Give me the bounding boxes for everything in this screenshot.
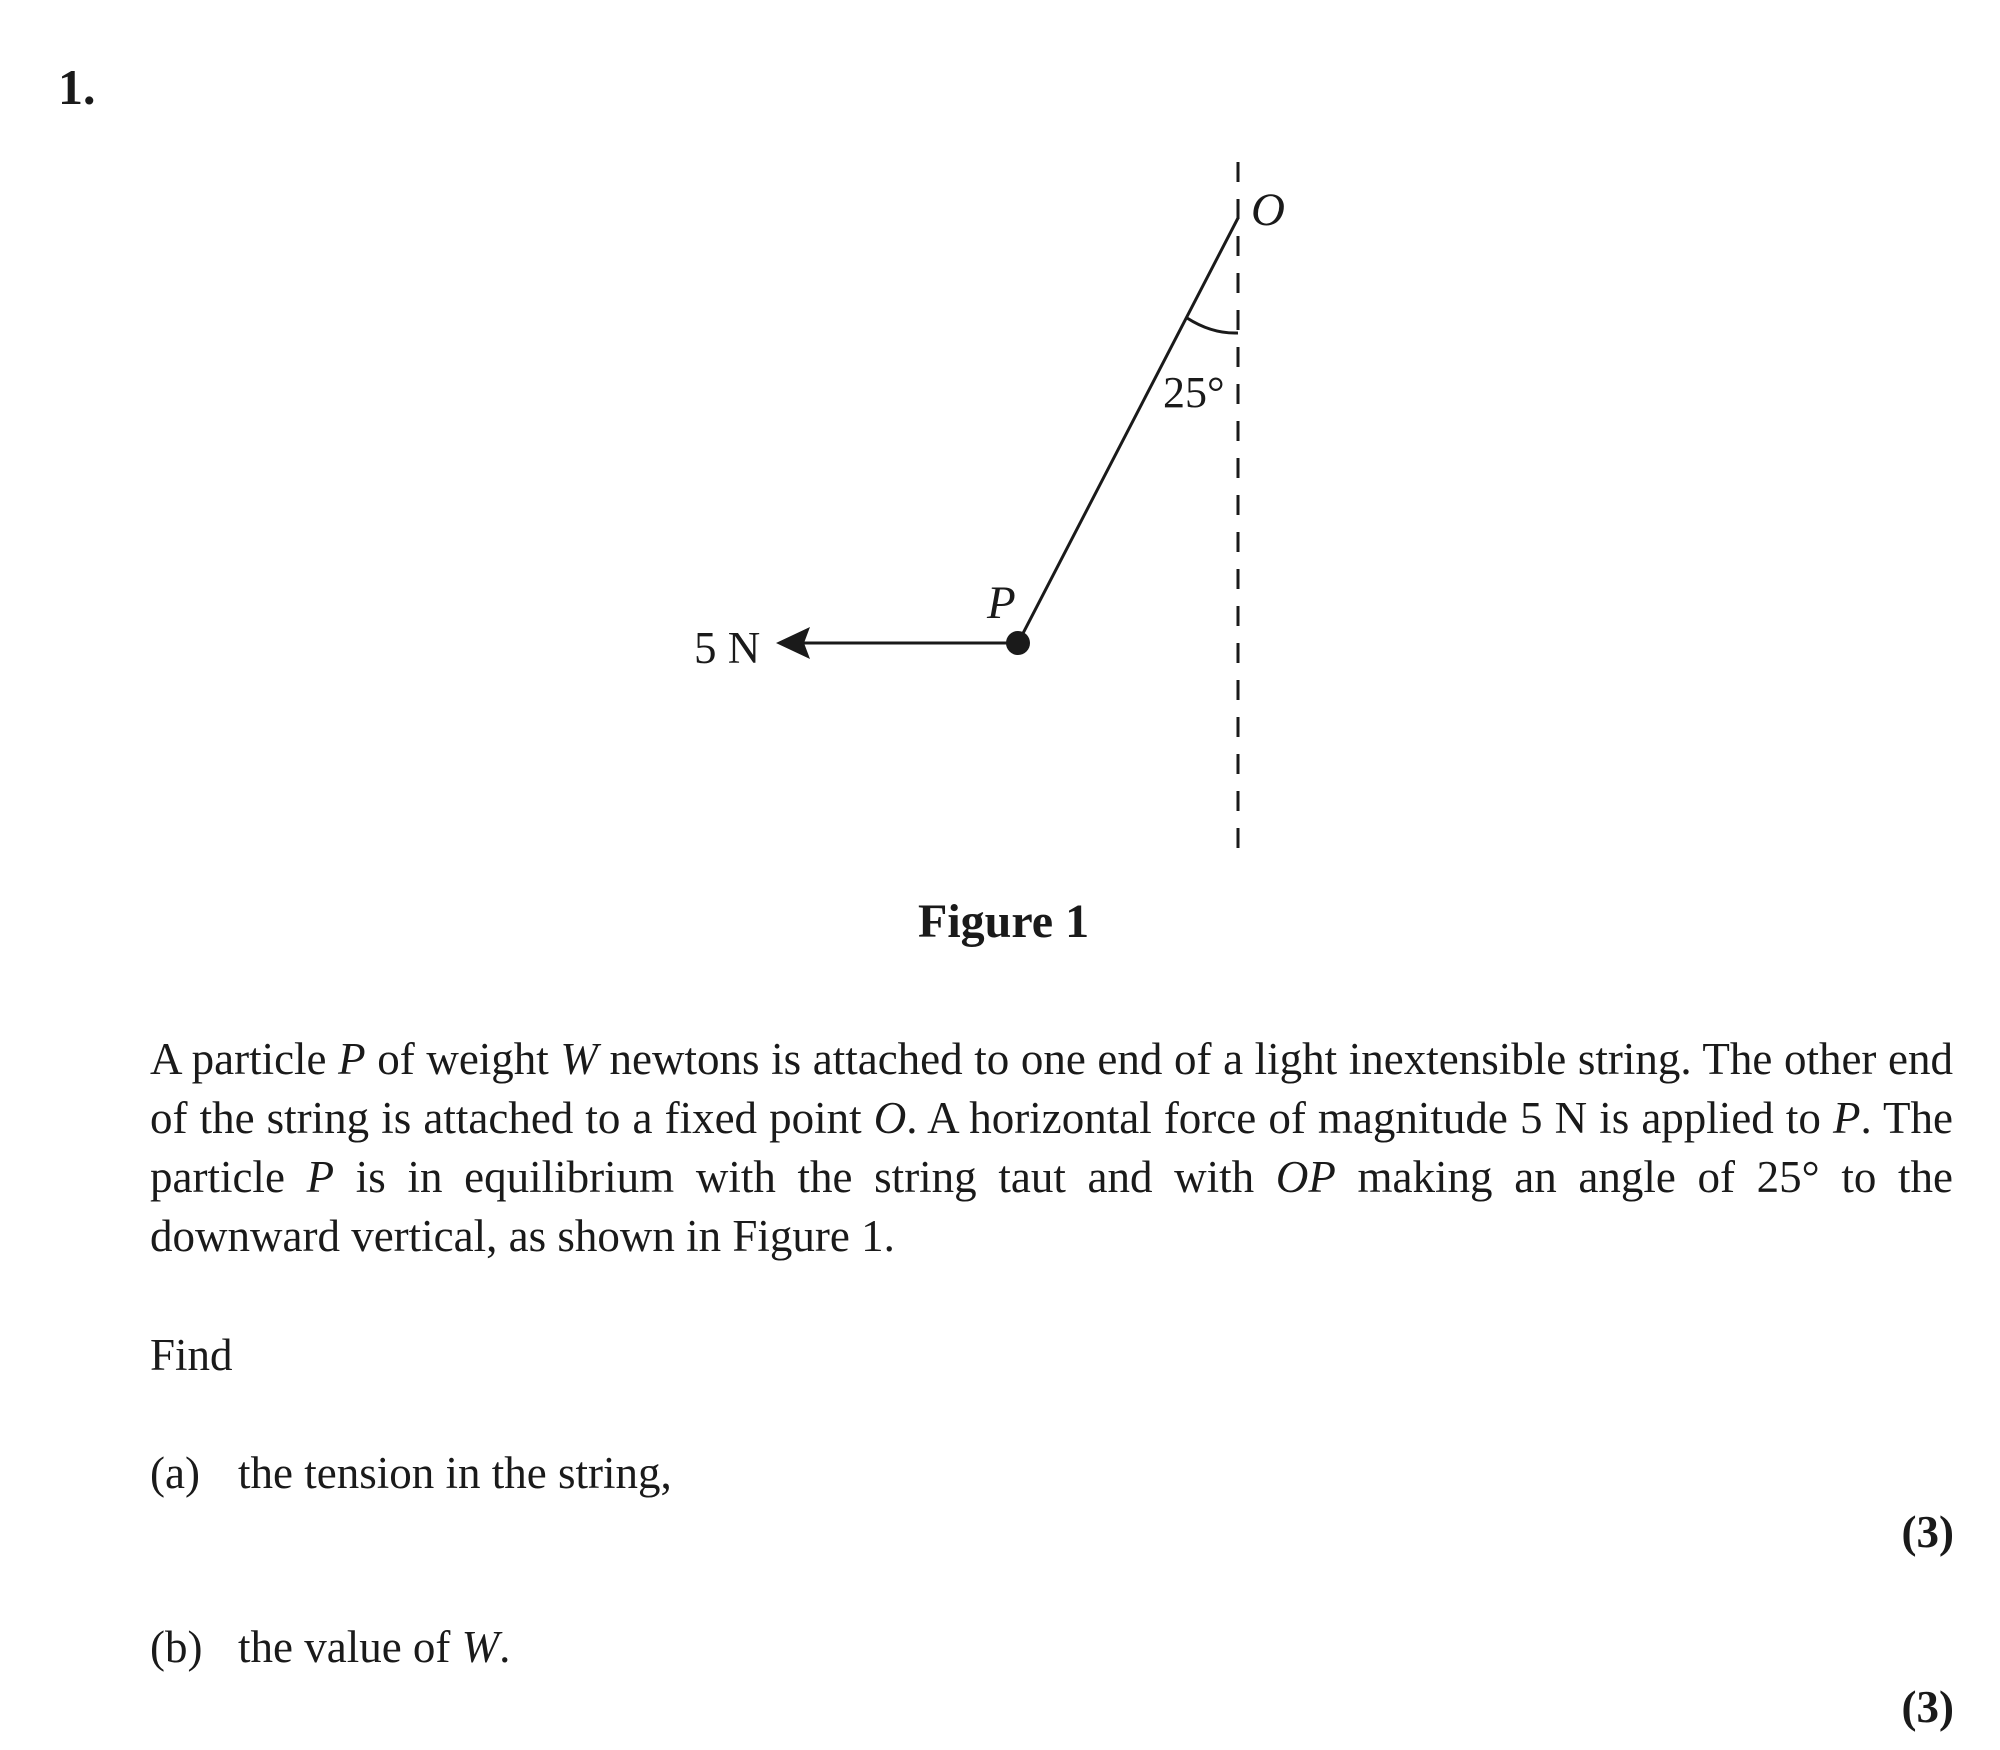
- force-label: 5 N: [694, 623, 761, 673]
- part-a-label: (a): [150, 1448, 200, 1498]
- angle-label: 25°: [1163, 368, 1225, 417]
- string-op: [1018, 218, 1238, 643]
- para-text-2: of weight: [365, 1034, 561, 1084]
- part-a-marks: (3): [1901, 1507, 1954, 1557]
- part-a: [150, 1446, 672, 1500]
- var-p-2: P: [1833, 1093, 1861, 1143]
- var-p-1: P: [338, 1034, 366, 1084]
- var-w-1: W: [560, 1034, 598, 1084]
- para-text-4: . A horizontal force of magnitude 5 N is applied to: [906, 1093, 1833, 1143]
- point-p-label: P: [987, 577, 1016, 629]
- var-p-3: P: [306, 1152, 335, 1202]
- find-label: Find: [150, 1330, 233, 1380]
- part-b-text: the value of: [238, 1622, 462, 1672]
- particle-p: [1006, 631, 1030, 655]
- para-text-6: is in equilibrium with the string taut and with: [334, 1152, 1276, 1202]
- question-paragraph: [150, 1030, 1953, 1266]
- question-number: 1.: [58, 59, 96, 115]
- para-text-3: newtons is attached to one end of a light inextensible string. The other end of the string is attached to a fixed point: [150, 1034, 1953, 1143]
- figure-caption-text: Figure 1: [918, 895, 1090, 948]
- part-b-marks: (3): [1901, 1682, 1954, 1732]
- part-a-text: the tension in the string,: [238, 1448, 672, 1498]
- angle-arc: [1187, 318, 1238, 333]
- part-b-text-end: .: [499, 1622, 511, 1672]
- point-o-label: O: [1251, 184, 1285, 236]
- part-b: [150, 1620, 510, 1674]
- part-b-label: (b): [150, 1622, 203, 1672]
- var-o-1: O: [873, 1093, 907, 1143]
- para-text-1: A particle: [150, 1034, 339, 1084]
- var-op: OP: [1275, 1152, 1336, 1202]
- part-b-var-w: W: [461, 1622, 500, 1672]
- para-text-7: making an angle of 25° to the downward vertical, as shown in Figure 1.: [150, 1152, 1954, 1261]
- para-text-5: . The particle: [150, 1093, 1954, 1202]
